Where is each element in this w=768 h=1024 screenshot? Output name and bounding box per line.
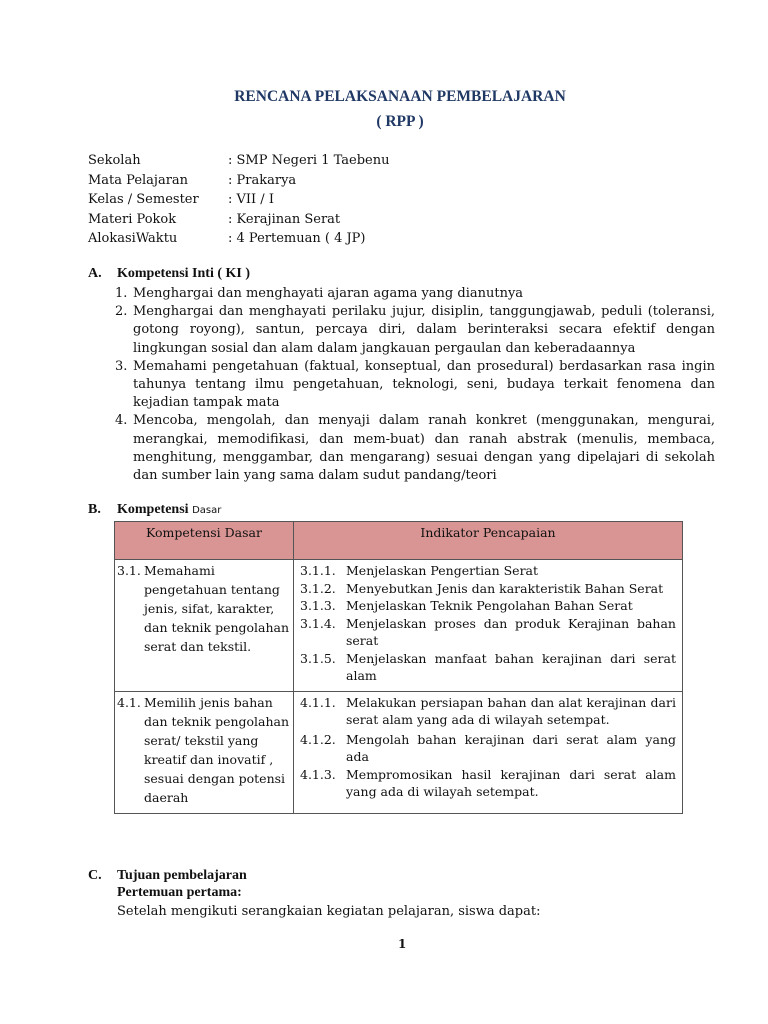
info-value: : SMP Negeri 1 Taebenu [228,153,390,168]
section-title: Tujuan pembelajaran [117,868,247,883]
section-title: Kompetensi Inti ( KI ) [117,266,250,281]
indicator-number: 3.1.2. [300,580,336,596]
indicator-number: 3.1.1. [300,563,336,578]
item-number: 4. [115,413,128,429]
list-item [115,303,715,358]
indicator-text: Menjelaskan manfaat bahan kerajinan dari serat alam [346,650,676,683]
indicator-item [300,615,676,650]
indicator-number: 4.1.1. [300,694,336,710]
indicator-text: Melakukan persiapan bahan dan alat kerajinan dari serat alam yang ada di wilayah setempat. [346,694,676,727]
section-c-heading [88,868,247,884]
list-item [115,412,715,485]
indicator-text: Menjelaskan Pengertian Serat [346,563,539,578]
kd-cell [115,560,294,692]
indicator-text: Mengolah bahan kerajinan dari serat alam yang ada [346,731,676,764]
list-item [115,358,715,413]
indicator-number: 4.1.3. [300,766,336,782]
identity-block [88,151,389,249]
item-number: 1. [115,286,128,301]
table-row [115,691,683,813]
info-value: : 4 Pertemuan ( 4 JP) [228,231,366,246]
info-row [88,171,389,191]
kd-number: 3.1. [117,563,141,578]
info-value: : Kerajinan Serat [228,211,341,227]
info-label: Mata Pelajaran [88,172,189,188]
indicator-item [300,694,676,729]
item-text: Menghargai dan menghayati perilaku jujur, disiplin, tanggungjawab, peduli (toleransi, gotong royong), santun, percaya diri, dalam berinteraksi secara efektif dengan lingkungan sosial dan alam dalam jangkauan pergaulan dan keberadaannya [133,304,715,356]
column-header-indicator: Indikator Pencapaian [294,522,683,560]
indicator-item [300,580,676,598]
indicator-item [300,650,676,685]
objective-intro: Setelah mengikuti serangkaian kegiatan pelajaran, siswa dapat: [117,904,541,919]
info-value: : Prakarya [228,172,297,188]
indicator-cell [294,560,683,692]
info-row [88,229,389,249]
indicator-number: 4.1.2. [300,731,336,747]
item-text: Menghargai dan menghayati ajaran agama yang dianutnya [133,286,524,301]
kd-number: 4.1. [117,694,141,710]
document-title: RENCANA PELAKSANAAN PEMBELAJARAN [234,88,566,105]
indicator-number: 3.1.3. [300,598,336,613]
indicator-item [300,766,676,801]
meeting-subheading: Pertemuan pertama: [117,885,242,900]
indicator-item [300,597,676,615]
indicator-number: 3.1.5. [300,650,336,666]
section-letter: A. [88,266,102,281]
indicator-text: Menjelaskan Teknik Pengolahan Bahan Serat [346,598,633,613]
indicator-text: Mempromosikan hasil kerajinan dari serat alam yang ada di wilayah setempat. [346,766,676,799]
section-title: Kompetensi [117,502,189,517]
info-label: Materi Pokok [88,211,177,227]
indicator-text: Menjelaskan proses dan produk Kerajinan bahan serat [346,615,676,648]
section-letter: C. [88,868,102,883]
info-row [88,210,389,230]
kd-text: Memilih jenis bahan dan teknik pengolahan serat/ tekstil yang kreatif dan inovatif , sesuai dengan potensi daerah [144,694,290,805]
indicator-number: 3.1.4. [300,615,336,631]
section-title-small: Dasar [192,505,222,516]
item-text: Memahami pengetahuan (faktual, konseptual, dan prosedural) berdasarkan rasa ingin tahunya tentang ilmu pengetahuan, teknologi, seni, budaya terkait fenomena dan kejadian tampak mata [133,358,715,411]
section-a-heading [88,266,250,282]
section-letter: B. [88,502,101,517]
indicator-text: Menyebutkan Jenis dan karakteristik Bahan Serat [346,580,664,596]
list-item [115,285,715,303]
item-number: 2. [115,304,128,320]
info-label: Kelas / Semester [88,192,199,207]
indicator-cell [294,691,683,813]
column-header-kd: Kompetensi Dasar [115,522,294,560]
info-value: : VII / I [228,192,274,207]
page-number: 1 [398,937,407,951]
competency-table [114,521,683,814]
document-subtitle: ( RPP ) [376,113,424,130]
indicator-item [300,562,676,580]
kd-text: Memahami pengetahuan tentang jenis, sifat, karakter, dan teknik pengolahan serat dan tekstil. [144,563,290,654]
kd-cell [115,691,294,813]
indicator-item [300,731,676,766]
section-b-heading [88,502,221,518]
table-row [115,560,683,692]
ki-list [115,285,715,485]
info-label: Sekolah [88,153,141,168]
table-header-row [115,522,683,560]
info-row [88,190,389,210]
info-row [88,151,389,171]
item-number: 3. [115,358,128,374]
item-text: Mencoba, mengolah, dan menyaji dalam ranah konkret (menggunakan, mengurai, merangkai, memodifikasi, dan mem-buat) dan ranah abstrak (menulis, membaca, menghitung, menggambar, dan mengarang) sesuai dengan yang dipelajari di sekolah dan sumber lain yang sama dalam sudut pandang/teori [133,413,715,484]
info-label: AlokasiWaktu [88,231,178,246]
